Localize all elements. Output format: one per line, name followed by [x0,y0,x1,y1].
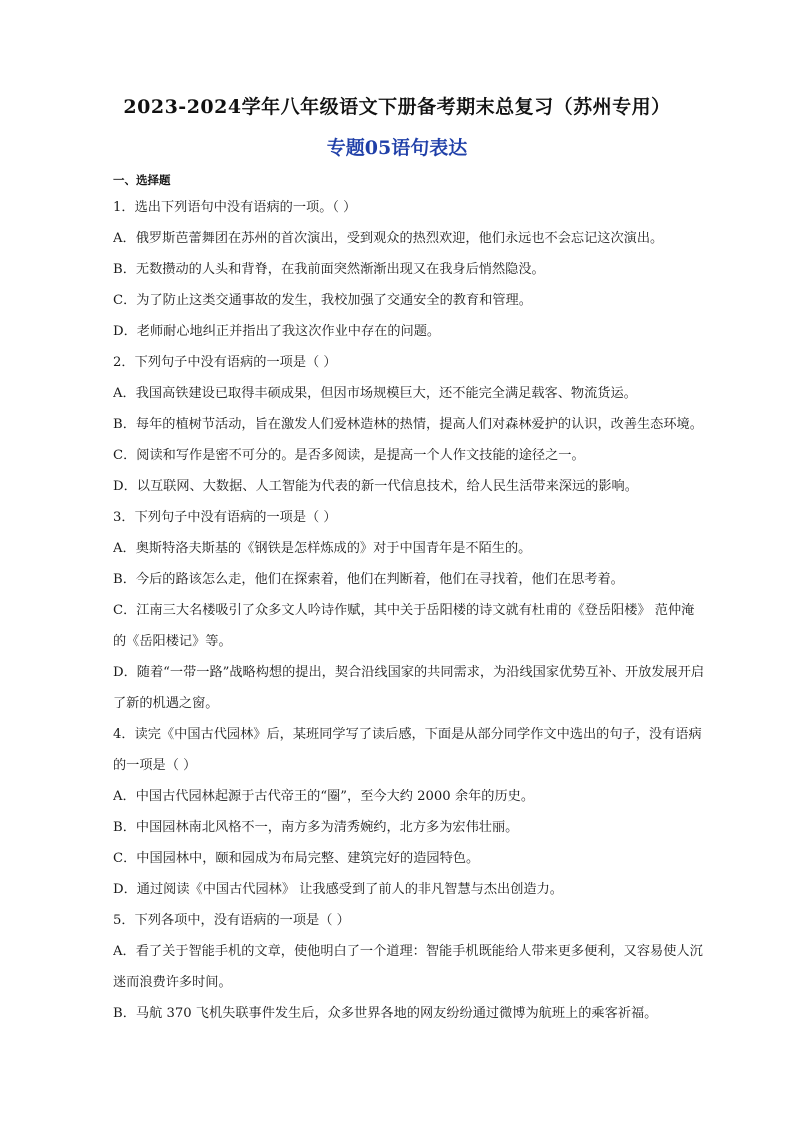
text-line: B．中国园林南北风格不一，南方多为清秀婉约，北方多为宏伟壮丽。 [113,820,519,835]
text-line: B．今后的路该怎么走，他们在探索着，他们在判断着，他们在寻找着，他们在思考着。 [113,572,624,587]
text-line: 5．下列各项中，没有语病的一项是（ ） [113,913,350,928]
text-line: D．通过阅读《中国古代园林》 让我感受到了前人的非凡智慧与杰出创造力。 [113,882,563,897]
text-line: D．以互联网、大数据、人工智能为代表的新一代信息技术，给人民生活带来深远的影响。 [113,479,638,494]
text-line: B．马航 370 飞机失联事件发生后，众多世界各地的网友纷纷通过微博为航班上的乘客祈福。 [113,1006,658,1021]
text-line: 1．选出下列语句中没有语病的一项。（ ） [113,200,357,215]
text-line: C．中国园林中，颐和园成为布局完整、建筑完好的造园特色。 [113,851,480,866]
text-line: C．阅读和写作是密不可分的。是否多阅读，是提高一个人作文技能的途径之一。 [113,448,585,463]
text-line: A．看了关于智能手机的文章，使他明白了一个道理：智能手机既能给人带来更多便利，又容易使人沉 [113,944,703,959]
text-line: 的一项是（ ） [113,758,197,773]
text-line: C．为了防止这类交通事故的发生，我校加强了交通安全的教育和管理。 [113,293,532,308]
text-line: 了新的机遇之窗。 [113,696,219,711]
text-line: 4．读完《中国古代园林》后，某班同学写了读后感，下面是从部分同学作文中选出的句子，没有语病 [113,727,702,742]
text-line: 迷而浪费许多时间。 [113,975,232,990]
text-line: B．无数攒动的人头和背脊，在我前面突然渐渐出现又在我身后悄然隐没。 [113,262,545,277]
text-line: 2．下列句子中没有语病的一项是（ ） [113,355,337,370]
text-line: A．中国古代园林起源于古代帝王的“圈”，至今大约 2000 余年的历史。 [113,789,535,804]
text-line: D．随着“一带一路”战略构想的提出，契合沿线国家的共同需求，为沿线国家优势互补、开放发展开启 [113,665,705,680]
document-subtitle: 专题05语句表达 [326,137,468,159]
text-line: 的《岳阳楼记》等。 [113,634,232,649]
text-line: A．我国高铁建设已取得丰硕成果，但因市场规模巨大，还不能完全满足载客、物流货运。 [113,386,637,401]
text-line: 3．下列句子中没有语病的一项是（ ） [113,510,337,525]
text-line: B．每年的植树节活动，旨在激发人们爱林造林的热情，提高人们对森林爱护的认识，改善生态环境。 [113,417,703,432]
text-line: A．奥斯特洛夫斯基的《钢铁是怎样炼成的》对于中国青年是不陌生的。 [113,541,532,556]
question-list [113,192,713,1029]
document-title: 2023-2024学年八年级语文下册备考期末总复习（苏州专用） [123,96,671,118]
section-heading: 一、选择题 [113,173,171,187]
text-line: C．江南三大名楼吸引了众多文人吟诗作赋，其中关于岳阳楼的诗文就有杜甫的《登岳阳楼》 范仲淹 [113,603,695,618]
text-line: D．老师耐心地纠正并指出了我这次作业中存在的问题。 [113,324,441,339]
text-line: A．俄罗斯芭蕾舞团在苏州的首次演出，受到观众的热烈欢迎，他们永远也不会忘记这次演出。 [113,231,664,246]
